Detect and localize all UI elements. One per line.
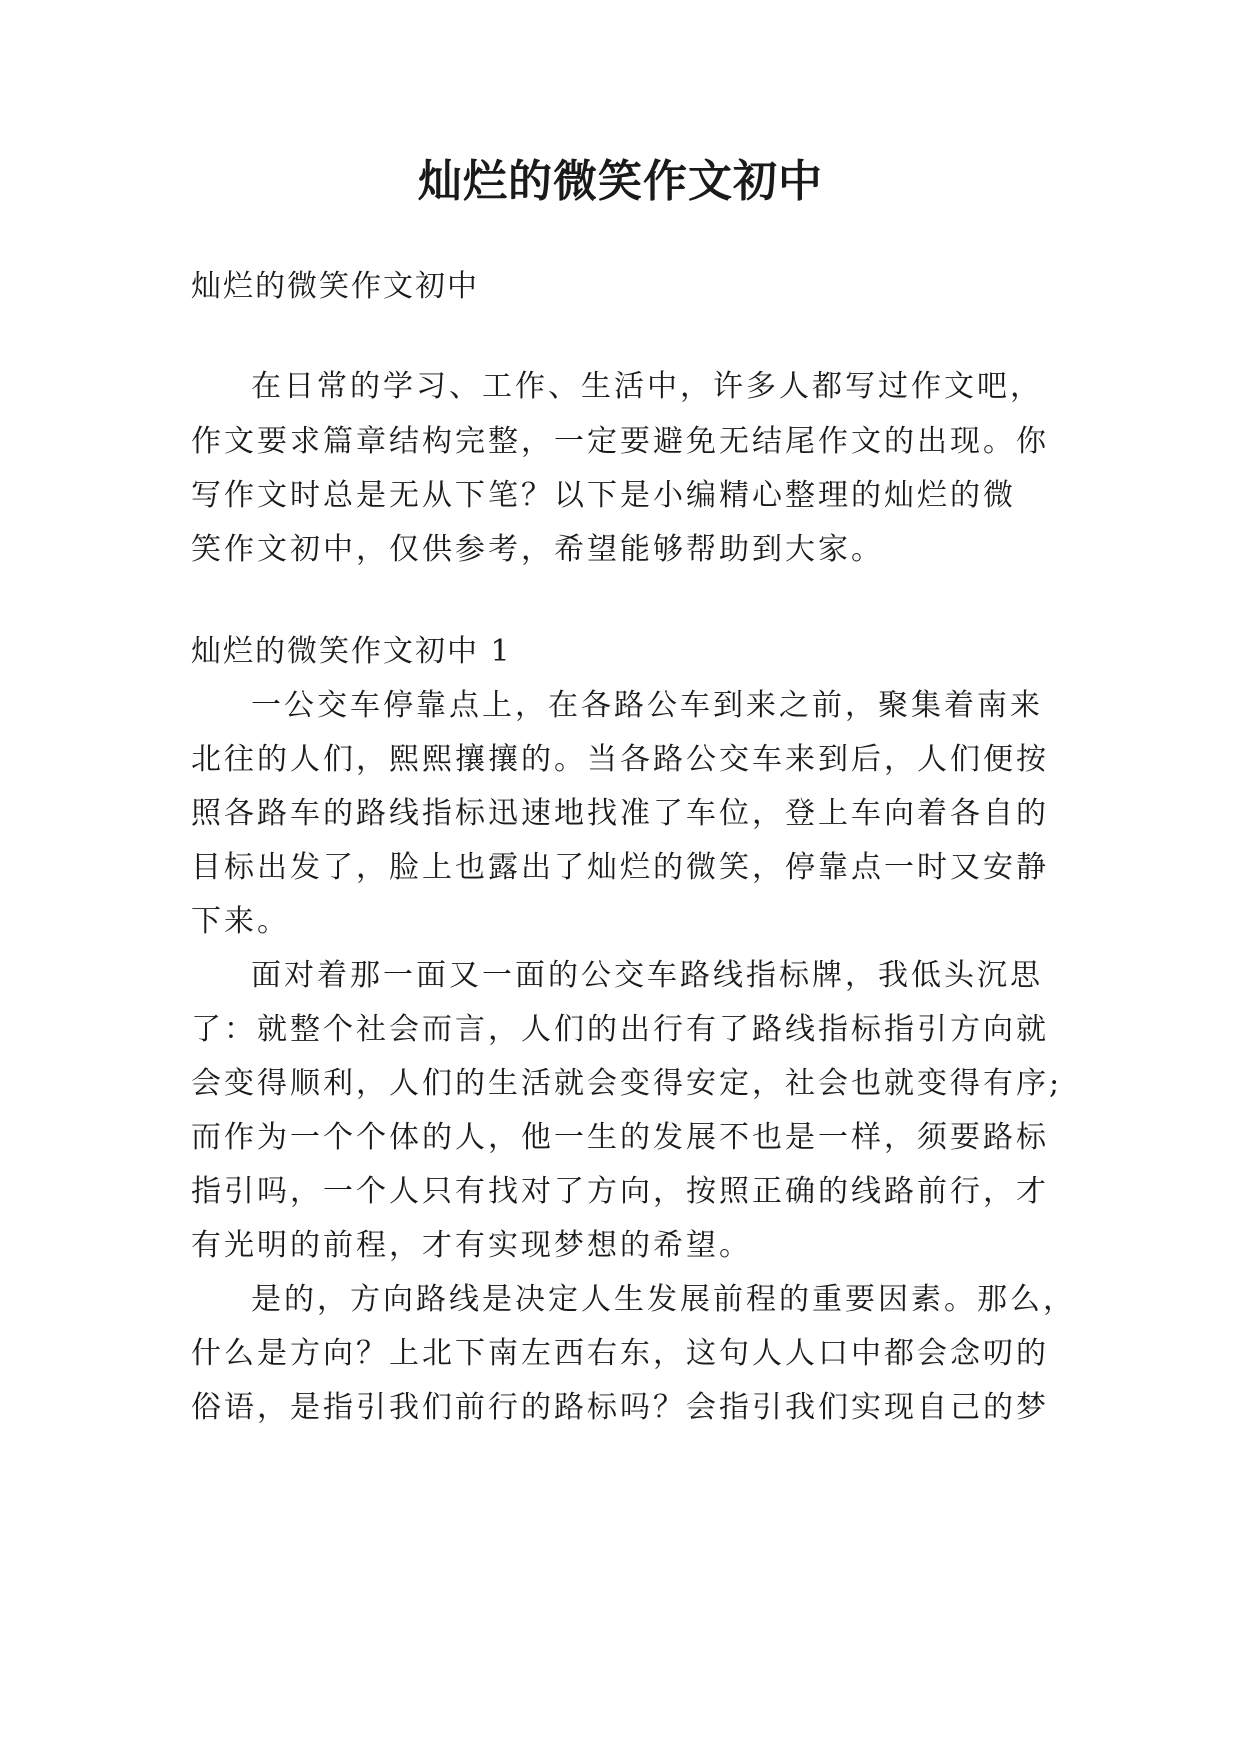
paragraph-line: 什么是方向？上北下南左西右东，这句人人口中都会念叨的 [191, 1336, 1049, 1371]
paragraph-line: 指引吗，一个人只有找对了方向，按照正确的线路前行，才 [191, 1174, 1049, 1209]
paragraph-line: 了：就整个社会而言，人们的出行有了路线指标指引方向就 [191, 1012, 1049, 1047]
paragraph-line: 而作为一个个体的人，他一生的发展不也是一样，须要路标 [191, 1120, 1049, 1155]
intro-line: 在日常的学习、工作、生活中，许多人都写过作文吧， [251, 369, 1043, 404]
paragraph-line: 下来。 [191, 904, 290, 939]
paragraph-line: 会变得顺利，人们的生活就会变得安定，社会也就变得有序; [191, 1066, 1063, 1101]
document-title: 灿烂的微笑作文初中 [418, 156, 823, 207]
intro-line: 笑作文初中，仅供参考，希望能够帮助到大家。 [191, 532, 884, 567]
paragraph-line: 是的，方向路线是决定人生发展前程的重要因素。那么， [251, 1282, 1076, 1317]
paragraph-line: 有光明的前程，才有实现梦想的希望。 [191, 1228, 752, 1263]
paragraph-line: 目标出发了，脸上也露出了灿烂的微笑，停靠点一时又安静 [191, 850, 1049, 885]
paragraph-line: 照各路车的路线指标迅速地找准了车位，登上车向着各自的 [191, 796, 1049, 831]
section-heading: 灿烂的微笑作文初中 1 [191, 634, 512, 669]
intro-line: 作文要求篇章结构完整，一定要避免无结尾作文的出现。你 [191, 424, 1049, 459]
document-subtitle: 灿烂的微笑作文初中 [191, 269, 479, 304]
paragraph-line: 面对着那一面又一面的公交车路线指标牌，我低头沉思 [251, 958, 1043, 993]
paragraph-line: 北往的人们，熙熙攘攘的。当各路公交车来到后，人们便按 [191, 742, 1049, 777]
intro-line: 写作文时总是无从下笔？以下是小编精心整理的灿烂的微 [191, 478, 1016, 513]
paragraph-line: 俗语，是指引我们前行的路标吗？会指引我们实现自己的梦 [191, 1390, 1049, 1425]
paragraph-line: 一公交车停靠点上，在各路公车到来之前，聚集着南来 [251, 688, 1043, 723]
